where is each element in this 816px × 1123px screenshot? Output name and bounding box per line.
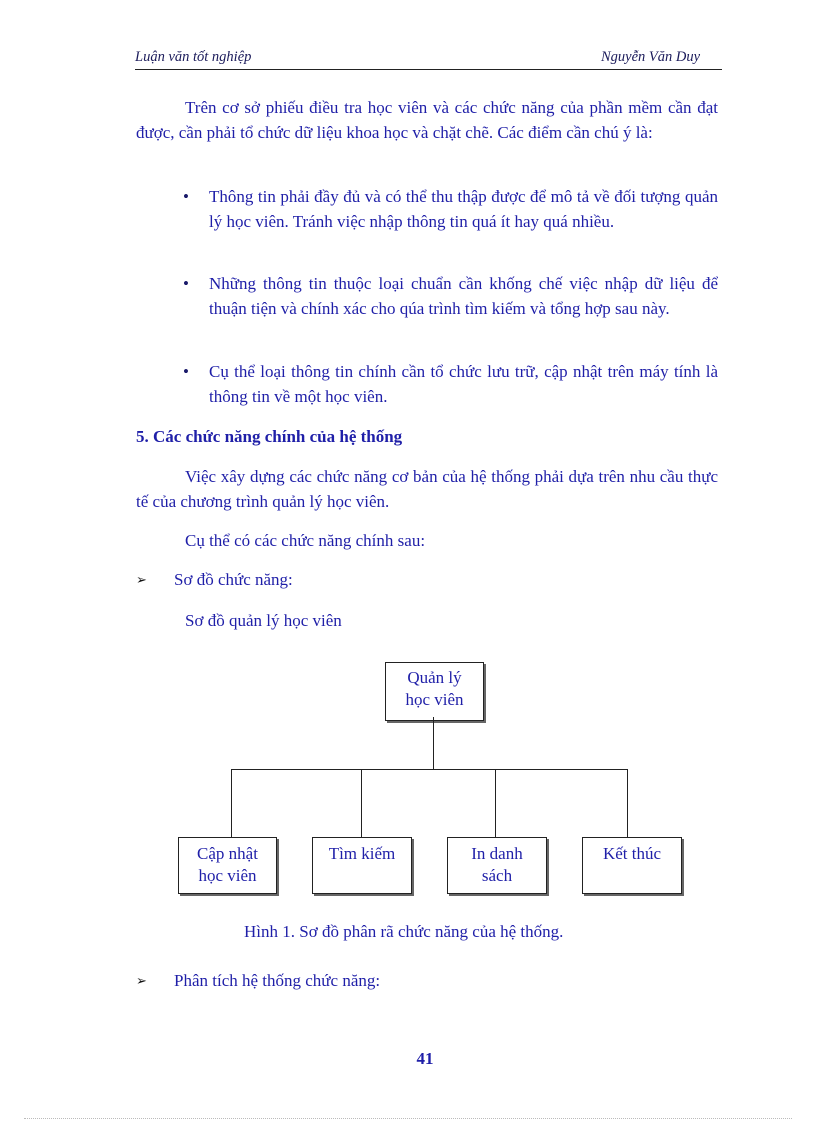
- arrow-bullet-icon: ➢: [136, 973, 147, 988]
- diagram-child-box: Cập nhật học viên: [178, 837, 277, 894]
- diagram-child-box: Tìm kiếm: [312, 837, 412, 894]
- section-paragraph: Việc xây dựng các chức năng cơ bản của hệ thống phải dựa trên nhu cầu thực tế của chương trình quản lý học viên.: [136, 467, 718, 511]
- bullet-item-2: Những thông tin thuộc loại chuẩn cần khống chế việc nhập dữ liệu để thuận tiện và chính xác cho qúa trình tìm kiếm và tổng hợp sau này.: [209, 274, 718, 318]
- diagram-child-box: Kết thúc: [582, 837, 682, 894]
- bullet-item-1: Thông tin phải đầy đủ và có thể thu thập được để mô tả về đối tượng quản lý học viên. Tránh việc nhập thông tin quá ít hay quá nhiều.: [209, 187, 718, 231]
- diagram-root-box: Quản lý học viên: [385, 662, 484, 721]
- connector-line: [433, 717, 434, 769]
- bullet-icon: •: [183, 274, 189, 293]
- connector-line: [361, 769, 362, 837]
- diagram-title: Sơ đồ quản lý học viên: [185, 611, 342, 630]
- footer-divider: [24, 1118, 792, 1119]
- page-number: 41: [416, 1049, 434, 1068]
- header-thesis-title: Luận văn tốt nghiệp: [135, 49, 252, 65]
- diagram-child-box: In danh sách: [447, 837, 547, 894]
- connector-line: [231, 769, 232, 837]
- section-heading: 5. Các chức năng chính của hệ thống: [136, 427, 403, 446]
- header-author: Nguyễn Văn Duy: [601, 49, 701, 65]
- bullet-item-3: Cụ thể loại thông tin chính cần tổ chức lưu trữ, cập nhật trên máy tính là thông tin về một học viên.: [209, 362, 718, 406]
- connector-line: [627, 769, 628, 837]
- intro-paragraph: Trên cơ sở phiếu điều tra học viên và các chức năng của phần mềm cần đạt được, cần phải tổ chức dữ liệu khoa học và chặt chẽ. Các điểm cần chú ý là:: [136, 98, 718, 142]
- figure-caption: Hình 1. Sơ đồ phân rã chức năng của hệ thống.: [244, 922, 564, 941]
- arrow-bullet-icon: ➢: [136, 572, 147, 587]
- arrow-item-diagram: Sơ đồ chức năng:: [174, 570, 293, 589]
- connector-line: [231, 769, 627, 770]
- connector-line: [495, 769, 496, 837]
- bullet-icon: •: [183, 187, 189, 206]
- specific-functions-line: Cụ thể có các chức năng chính sau:: [185, 531, 426, 550]
- bullet-icon: •: [183, 362, 189, 381]
- header-divider: [135, 69, 722, 70]
- arrow-item-analysis: Phân tích hệ thống chức năng:: [174, 971, 381, 990]
